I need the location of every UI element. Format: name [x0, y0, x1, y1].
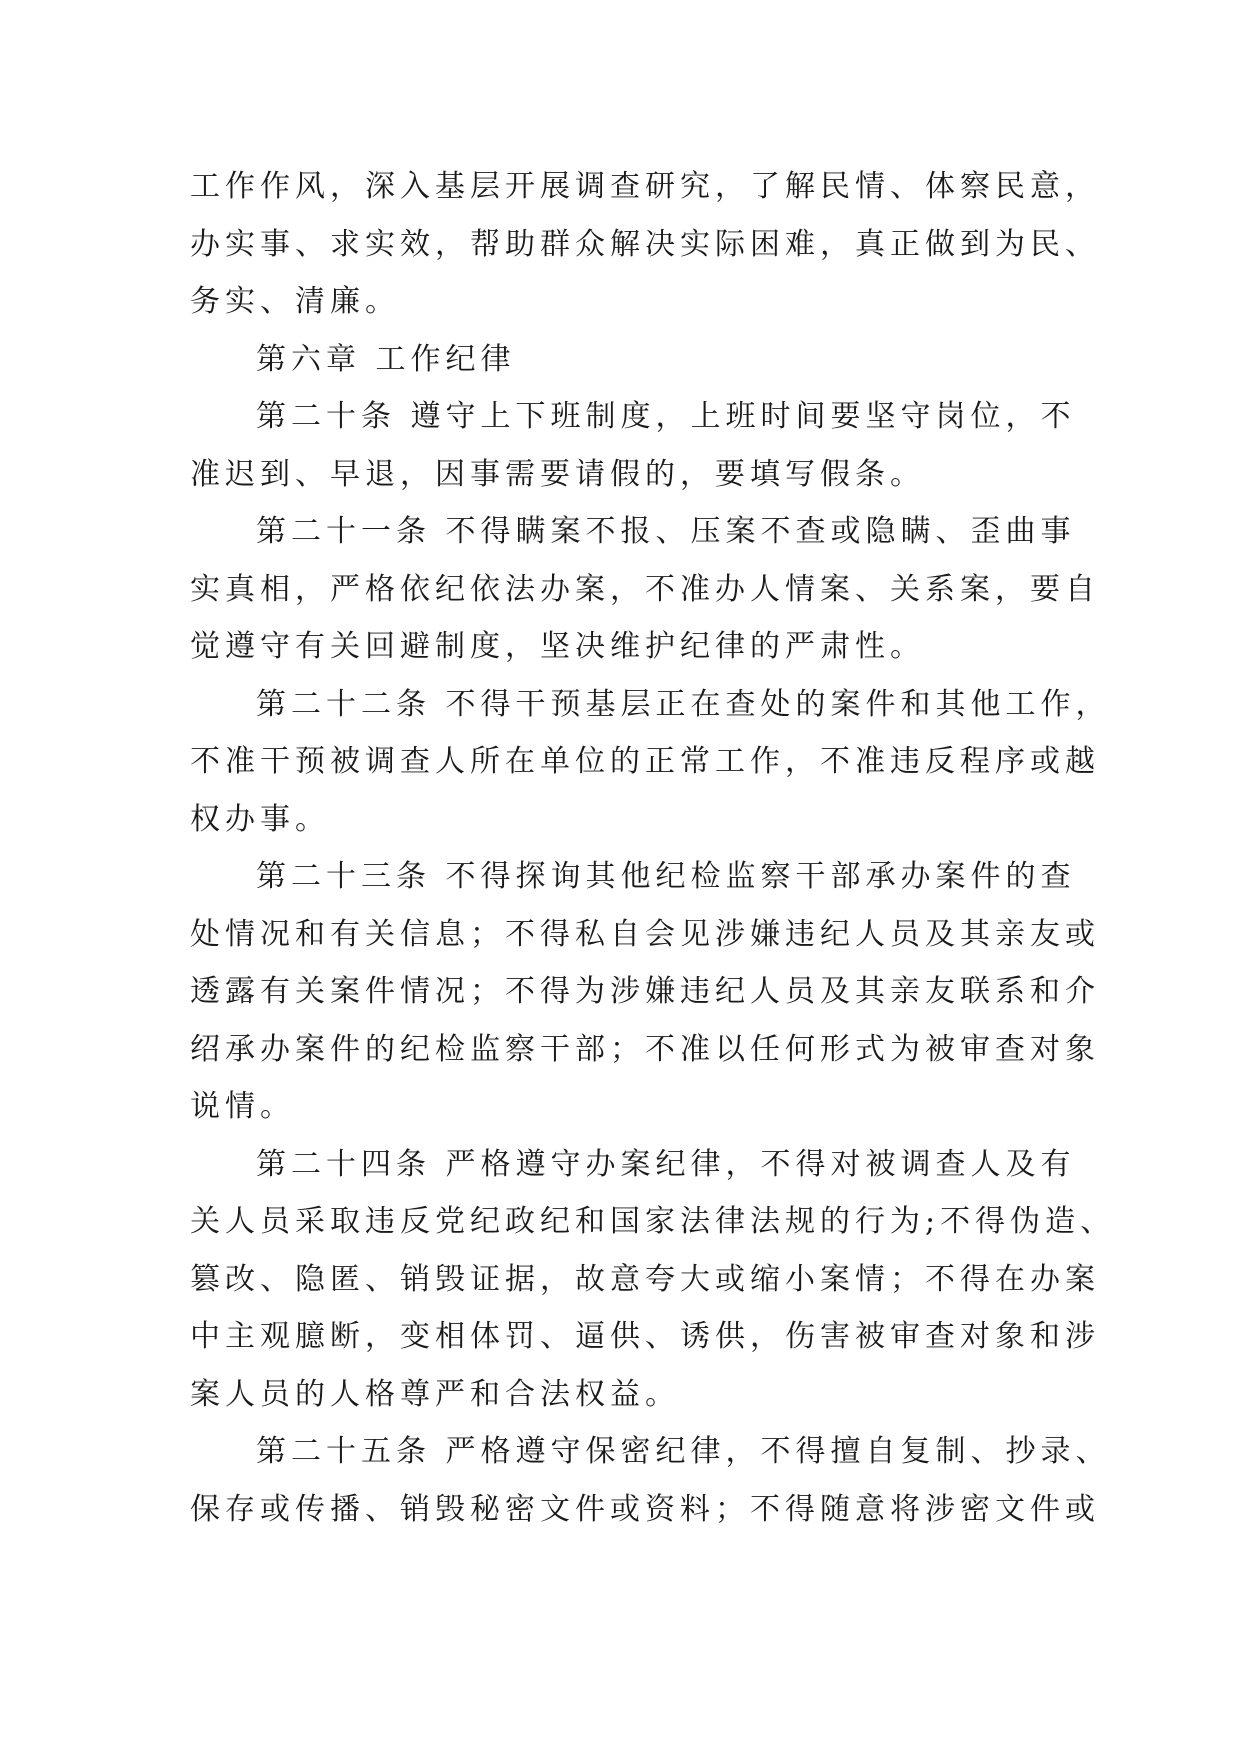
text-line: 实真相，严格依纪依法办案，不准办人情案、关系案，要自 [190, 571, 1100, 607]
text-line: 说情。 [190, 1089, 295, 1124]
text-line: 中主观臆断，变相体罚、逼供、诱供，伤害被审查对象和涉 [190, 1319, 1100, 1354]
paragraph-start-line: 第二十条 遵守上下班制度，上班时间要坚守岗位，不 [256, 399, 1076, 434]
text-line: 绍承办案件的纪检监察干部；不准以任何形式为被审查对象 [190, 1031, 1100, 1067]
text-line: 关人员采取违反党纪政纪和国家法律法规的行为;不得伪造、 [190, 1204, 1116, 1239]
text-line: 觉遵守有关回避制度，坚决维护纪律的严肃性。 [190, 629, 925, 664]
text-line: 务实、清廉。 [190, 284, 400, 319]
text-line: 权办事。 [190, 801, 330, 837]
document-body [190, 158, 1116, 1538]
text-line: 篡改、隐匿、销毁证据，故意夸大或缩小案情；不得在办案 [190, 1261, 1100, 1297]
text-line: 不准干预被调查人所在单位的正常工作，不准违反程序或越 [190, 744, 1100, 779]
text-line: 办实事、求实效，帮助群众解决实际困难，真正做到为民、 [190, 226, 1100, 262]
text-line: 准迟到、早退，因事需要请假的，要填写假条。 [190, 456, 925, 492]
text-line: 案人员的人格尊严和合法权益。 [190, 1376, 680, 1412]
text-line: 工作作风，深入基层开展调查研究，了解民情、体察民意， [190, 169, 1100, 204]
paragraph-start-line: 第六章 工作纪律 [256, 341, 516, 377]
paragraph-start-line: 第二十四条 严格遵守办案纪律，不得对被调查人及有 [256, 1146, 1076, 1182]
text-line: 处情况和有关信息；不得私自会见涉嫌违纪人员及其亲友或 [190, 916, 1100, 952]
paragraph-start-line: 第二十一条 不得瞒案不报、压案不查或隐瞒、歪曲事 [256, 514, 1076, 549]
paragraph-start-line: 第二十五条 严格遵守保密纪律，不得擅自复制、抄录、 [256, 1434, 1111, 1469]
paragraph-start-line: 第二十三条 不得探询其他纪检监察干部承办案件的查 [256, 859, 1076, 894]
text-line: 透露有关案件情况；不得为涉嫌违纪人员及其亲友联系和介 [190, 974, 1100, 1009]
text-line: 保存或传播、销毁秘密文件或资料；不得随意将涉密文件或 [190, 1491, 1100, 1527]
paragraph-start-line: 第二十二条 不得干预基层正在查处的案件和其他工作， [256, 686, 1111, 722]
